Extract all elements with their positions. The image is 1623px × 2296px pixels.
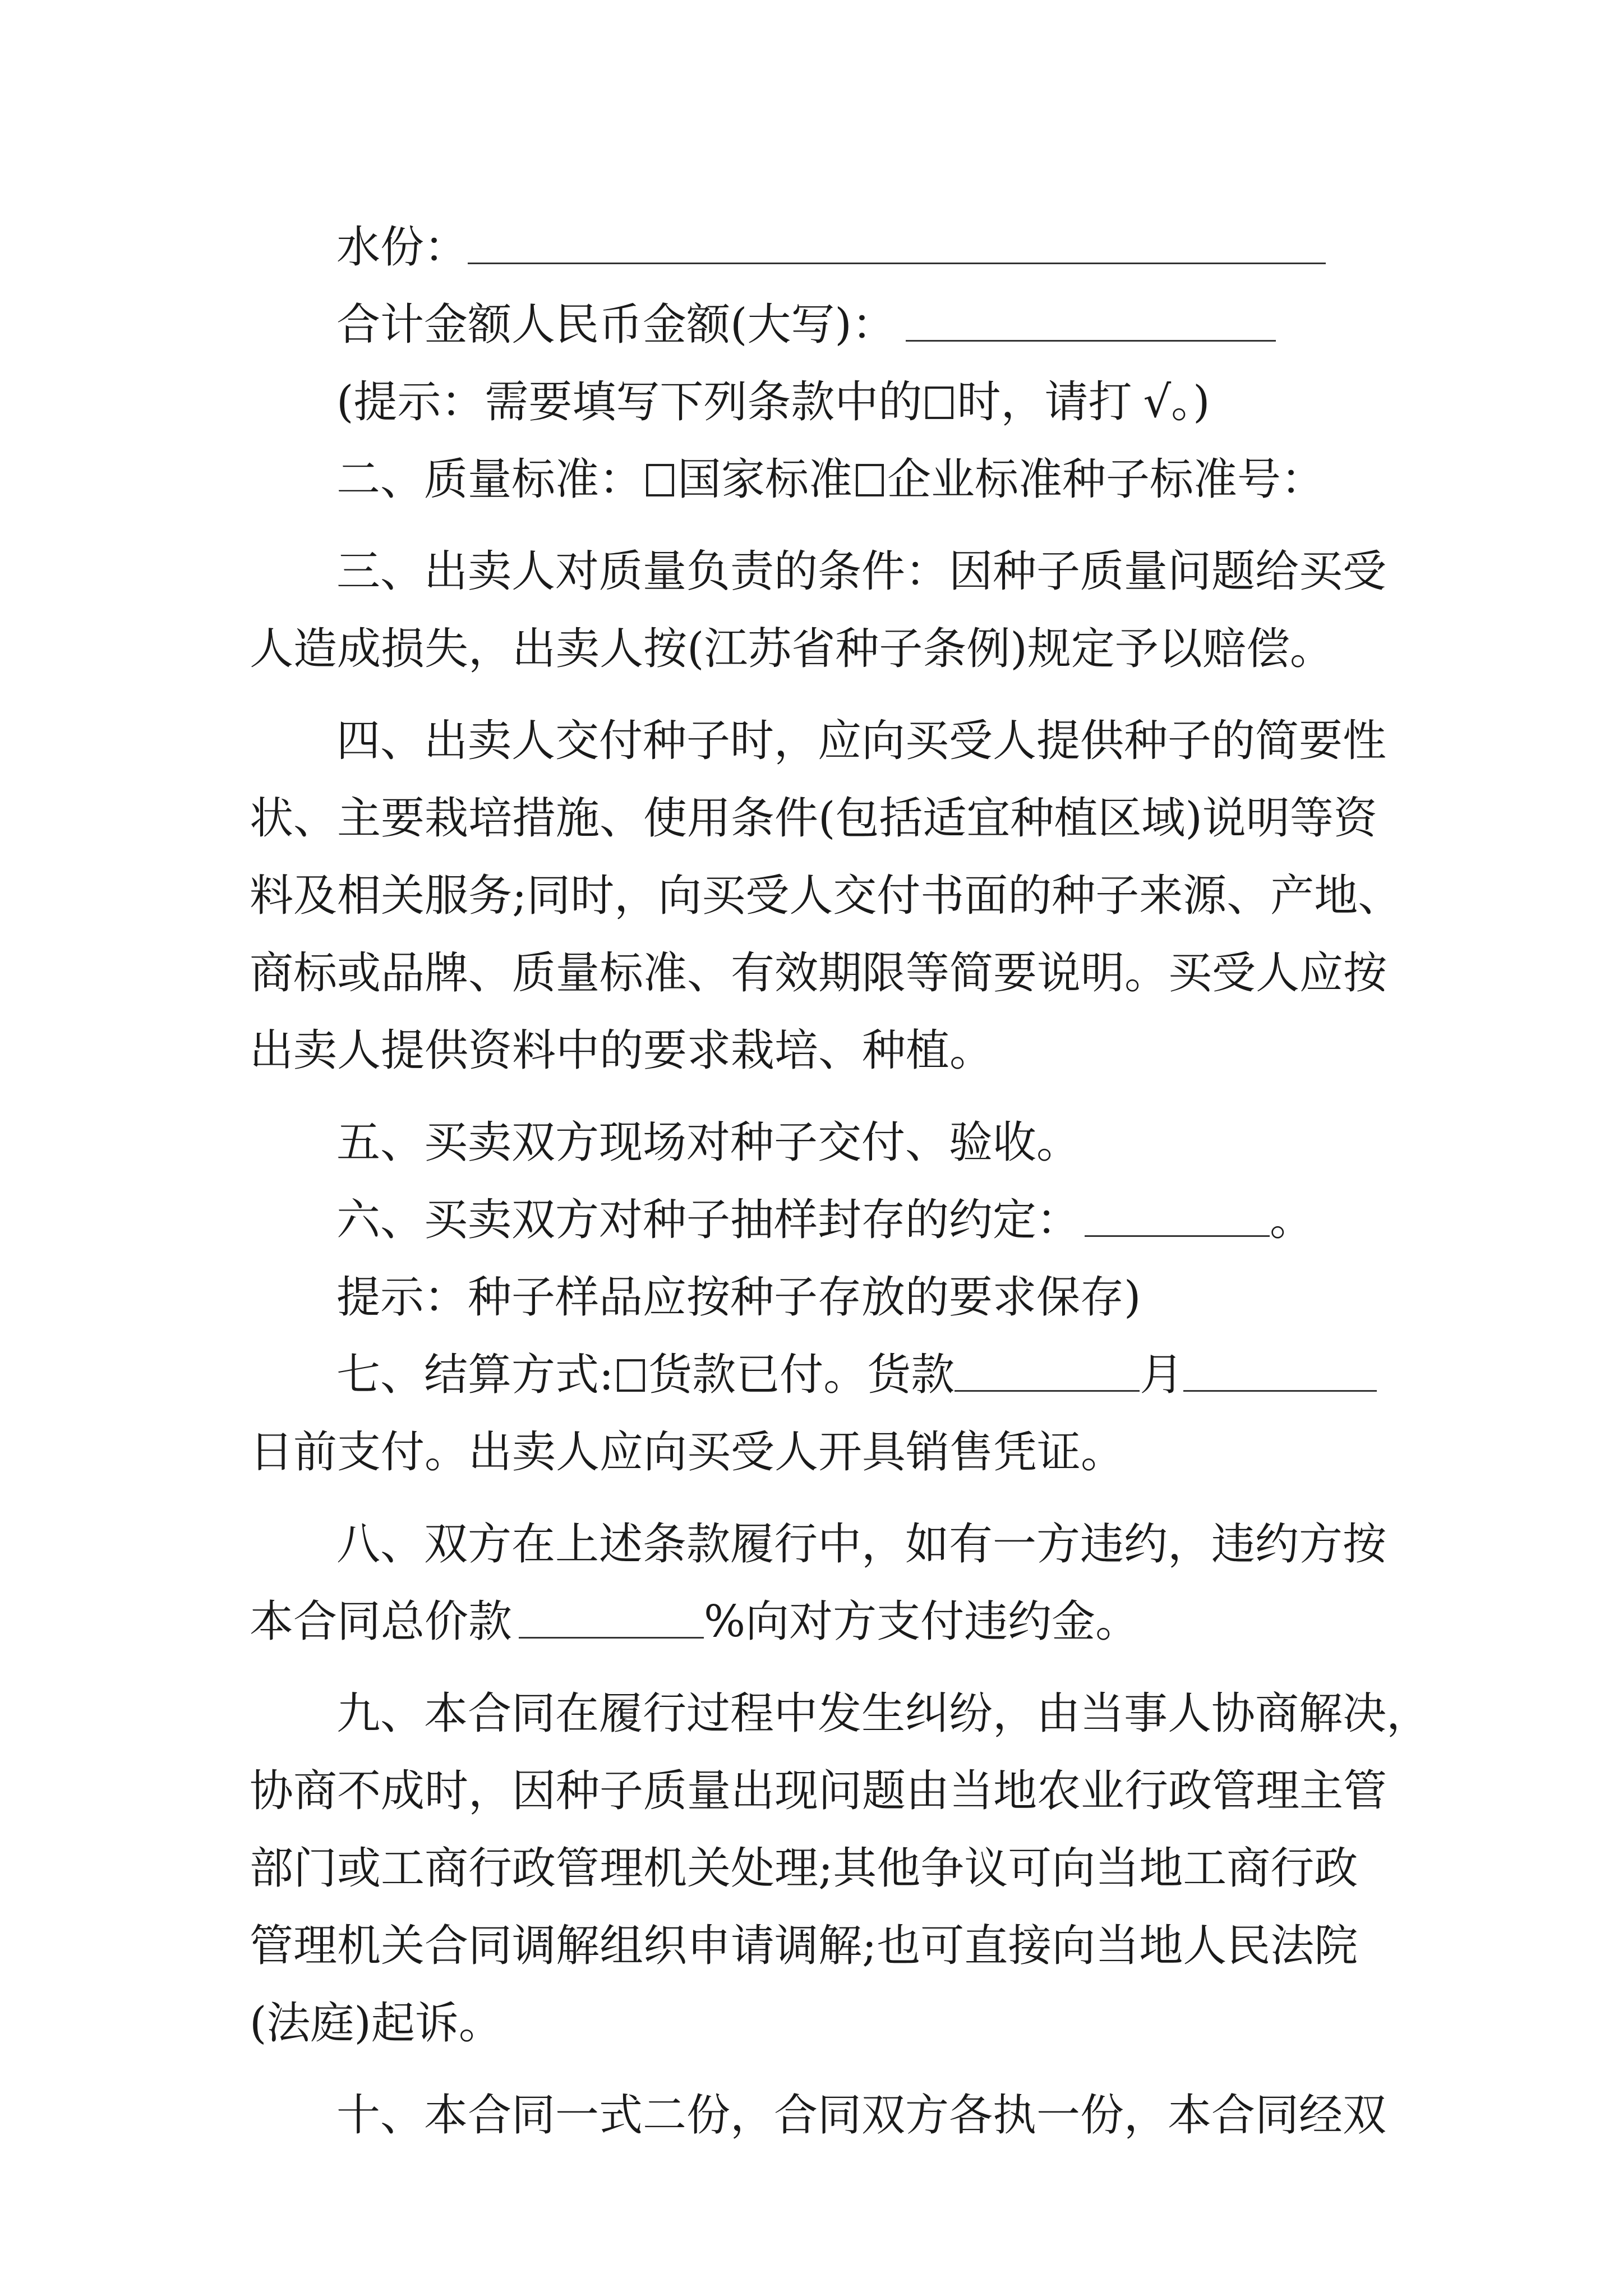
quality-standard-label: 二、质量标准：: [336, 454, 643, 505]
sample-hint-line: 提示：种子样品应按种子存放的要求保存): [336, 1272, 1141, 1323]
total-amount-line: [250, 286, 1382, 364]
checkbox-icon: [925, 386, 953, 419]
water-content-blank[interactable]: [468, 229, 1326, 264]
clause-5-line: 五、买卖双方现场对种子交付、验收。: [336, 1117, 1081, 1168]
clause-6-line: [250, 1181, 1382, 1259]
clause-4-line-5: 出卖人提供资料中的要求栽培、种植。: [250, 1025, 994, 1076]
clause-4-line-4: 商标或品牌、质量标准、有效期限等简要说明。买受人应按: [250, 948, 1387, 999]
clause-4-line-2: 状、主要栽培措施、使用条件(包括适宜种植区域)说明等资: [250, 793, 1377, 844]
hint-text-end: 。): [1171, 377, 1210, 427]
check-mark-icon: √: [1143, 377, 1172, 427]
national-standard-checkbox[interactable]: [646, 464, 674, 496]
clause-4-line-1: 四、出卖人交付种子时，应向买受人提供种子的简要性: [336, 716, 1387, 766]
clause-7-line-2: 日前支付。出卖人应向买受人开具销售凭证。: [250, 1427, 1125, 1478]
penalty-text: %向对方支付违约金。: [704, 1596, 1140, 1647]
clause-9-line-1: 九、本合同在履行过程中发生纠纷，由当事人协商解决，: [336, 1688, 1431, 1739]
hint-line: [250, 364, 1382, 441]
clause-8-line-2: [250, 1583, 1382, 1660]
clause-9-line-3: 部门或工商行政管理机关处理;其他争议可向当地工商行政: [250, 1843, 1358, 1894]
clause-3-line-2: 人造成损失，出卖人按(江苏省种子条例)规定予以赔偿。: [250, 624, 1334, 674]
clause-10-line-1: 十、本合同一式二份，合同双方各执一份，本合同经双: [336, 2090, 1387, 2141]
paid-label: 货款已付。货款: [648, 1350, 955, 1400]
clause-6-end: 。: [1270, 1195, 1314, 1245]
contract-body: [250, 209, 1431, 2154]
clause-9-line-4: 管理机关合同调解组织申请调解;也可直接向当地人民法院: [250, 1921, 1358, 1971]
clause-9-line-2: 协商不成时，因种子质量出现问题由当地农业行政管理主管: [250, 1766, 1387, 1816]
clause-9-line-5: (法庭)起诉。: [250, 1998, 502, 2049]
paid-checkbox[interactable]: [617, 1359, 645, 1392]
month-label: 月: [1140, 1350, 1184, 1400]
enterprise-standard-checkbox[interactable]: [856, 464, 884, 496]
payment-month-blank[interactable]: [955, 1356, 1140, 1392]
water-content-line: [250, 209, 1382, 286]
clause-8-line-1: 八、双方在上述条款履行中，如有一方违约，违约方按: [336, 1519, 1387, 1570]
clause-4-line-3: 料及相关服务;同时，向买受人交付书面的种子来源、产地、: [250, 871, 1402, 921]
penalty-label: 本合同总价款: [250, 1596, 513, 1647]
hint-text-start: (提示：需要填写下列条款中的: [336, 377, 923, 427]
penalty-percent-blank[interactable]: [519, 1603, 704, 1639]
enterprise-standard-label: 企业标准种子标准号：: [887, 454, 1325, 505]
national-standard-label: 国家标准: [677, 454, 853, 505]
quality-standard-line: [250, 441, 1382, 518]
clause-6-text: 六、买卖双方对种子抽样封存的约定：: [336, 1195, 1081, 1245]
settlement-label: 七、结算方式:: [336, 1350, 614, 1400]
total-amount-blank[interactable]: [906, 306, 1276, 342]
clause-3-line-1: 三、出卖人对质量负责的条件：因种子质量问题给买受: [336, 546, 1387, 597]
total-amount-label: 合计金额人民币金额(大写)：: [336, 300, 896, 350]
water-content-label: 水份：: [336, 222, 468, 273]
payment-day-blank[interactable]: [1183, 1356, 1377, 1392]
sample-sealing-blank[interactable]: [1085, 1202, 1270, 1237]
hint-text-middle: 时，请打: [957, 377, 1132, 427]
clause-7-line-1: [250, 1336, 1382, 1414]
